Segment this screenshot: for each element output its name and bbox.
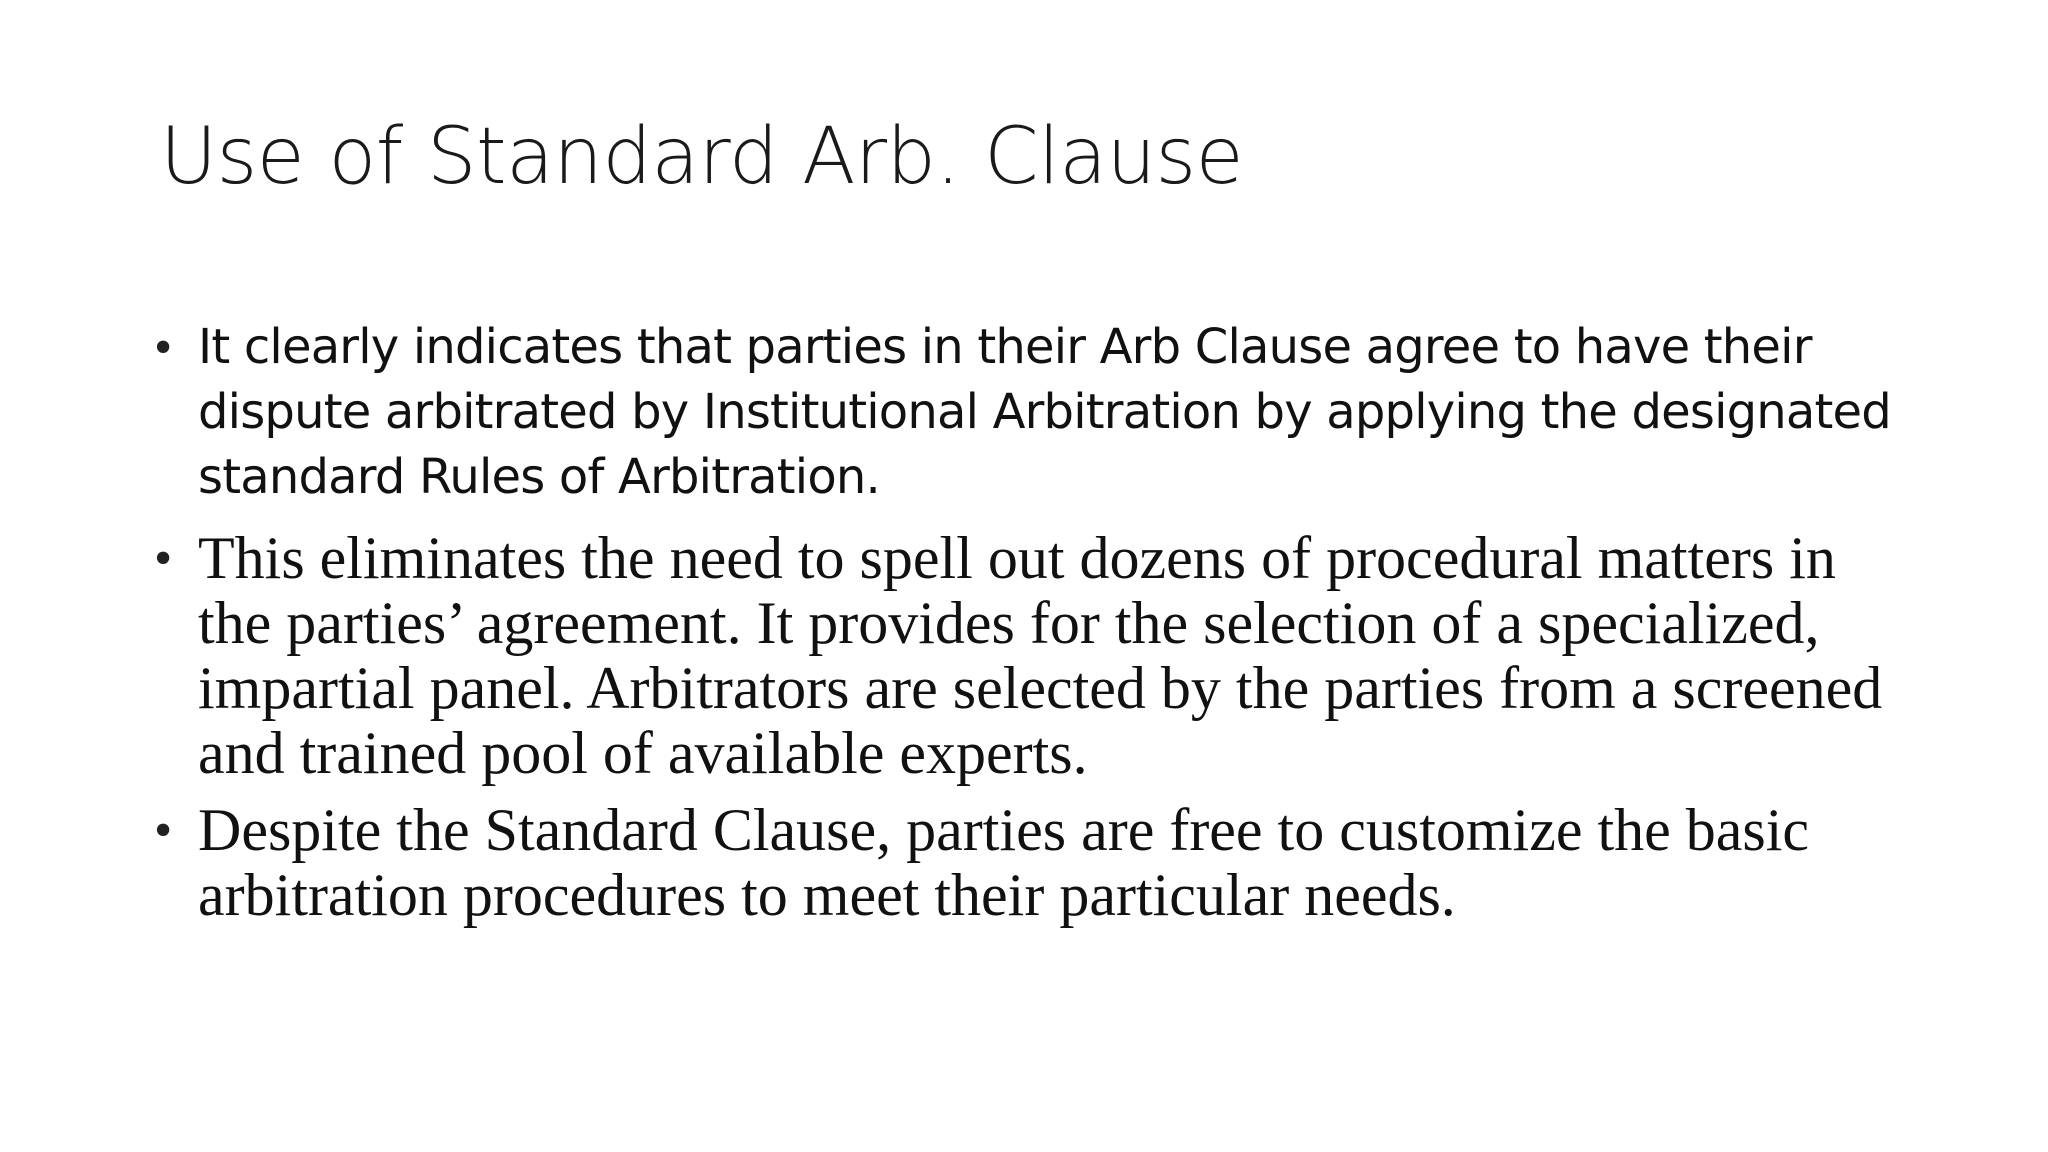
bullet-text: Despite the Standard Clause, parties are free to customize the basic arbitration procedures to meet their particular needs. [198, 797, 1810, 928]
slide-title: Use of Standard Arb. Clause [160, 112, 1244, 202]
bullet-item [150, 526, 1920, 786]
bullet-marker: • [154, 530, 173, 587]
bullet-item [150, 315, 1920, 510]
bullet-list [150, 315, 1920, 928]
bullet-text: It clearly indicates that parties in their Arb Clause agree to have their dispute arbitrated by Institutional Arbitration by applying the designated standard Rules of Arbitration. [198, 319, 1891, 505]
bullet-item [150, 798, 1920, 928]
bullet-text: This eliminates the need to spell out dozens of procedural matters in the parties’ agreement. It provides for the selection of a specialized, impartial panel. Arbitrators are selected by the parties from a screened and trained pool of available experts. [198, 525, 1883, 786]
bullet-marker: • [154, 319, 172, 376]
bullet-marker: • [154, 802, 173, 859]
